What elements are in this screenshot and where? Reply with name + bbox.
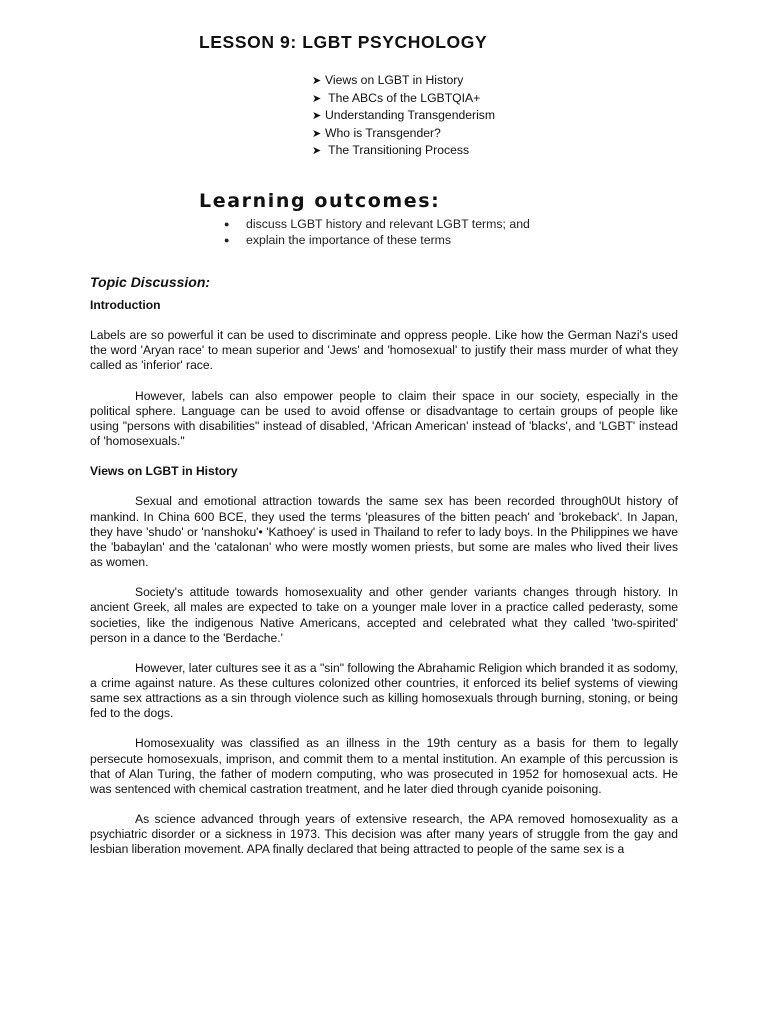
topic-item: ➤ The Transitioning Process [312,142,495,160]
document-body [90,298,678,873]
paragraph: Sexual and emotional attraction towards the same sex has been recorded through0Ut history of mankind. In China 600 BCE, they used the terms 'pleasures of the bitten peach' and 'brokeback'. In Japan, they have 'shudo' or 'nanshoku'• 'Kathoey' is used in Thailand to refer to lady boys. In the Philippines we have the 'babaylan' and the 'catalonan' who were mostly women priests, but some are males who lived their lives as women. [90,494,678,570]
paragraph: However, labels can also empower people to claim their space in our society, especially in the political sphere. Language can be used to avoid offense or disadvantage to certain groups of people like using "persons with disabilities" instead of disabled, 'African American' instead of 'blacks', and 'LGBT' instead of 'homosexuals." [90,388,678,449]
bullet-icon: ● [224,219,230,229]
paragraph: Labels are so powerful it can be used to discriminate and oppress people. Like how the German Nazi's used the word 'Aryan race' to mean superior and 'Jews' and 'homosexual' to justify their mass murder of what they called as 'inferior' race. [90,328,678,373]
paragraph: Homosexuality was classified as an illness in the 19th century as a basis for them to legally persecute homosexuals, imprison, and commit them to a mental institution. An example of this percussion is that of Alan Turing, the father of modern computing, who was prosecuted in 1952 for homosexual acts. He was sentenced with chemical castration treatment, and he later died through cyanide poisoning. [90,736,678,796]
arrow-bullet-icon: ➤ [312,110,322,122]
section-heading: Views on LGBT in History [90,464,238,479]
topic-item: ➤ The ABCs of the LGBTQIA+ [312,90,495,108]
outcome-item: ● discuss LGBT history and relevant LGBT terms; and [224,217,530,231]
topic-item: ➤ Who is Transgender? [312,125,495,143]
arrow-bullet-icon: ➤ [312,92,322,105]
topic-discussion-title: Topic Discussion: [90,274,211,290]
paragraph: As science advanced through years of extensive research, the APA removed homosexuality as a psychiatric disorder or a sickness in 1973. This decision was after many years of struggle from the gay and lesbian liberation movement. APA finally declared that being attracted to people of the same sex is a [90,812,678,857]
topic-item: ➤ Views on LGBT in History [312,72,495,90]
section-heading: Introduction [90,298,161,312]
arrow-bullet-icon: ➤ [312,75,322,87]
bullet-icon: ● [224,234,230,245]
learning-outcomes-list [224,217,530,248]
learning-outcomes-title: Learning outcomes: [199,190,441,212]
topic-list [312,72,495,160]
topic-item: ➤ Understanding Transgenderism [312,107,495,125]
arrow-bullet-icon: ➤ [312,127,322,140]
arrow-bullet-icon: ➤ [312,145,322,157]
paragraph: However, later cultures see it as a "sin" following the Abrahamic Religion which branded it as sodomy, a crime against nature. As these cultures colonized other countries, it enforced its belief systems of viewing same sex attractions as a sin through violence such as killing homosexuals through burning, stoning, or being fed to the dogs. [90,660,678,721]
lesson-title: LESSON 9: LGBT PSYCHOLOGY [199,32,488,52]
outcome-item: ● explain the importance of these terms [224,232,452,247]
paragraph: Society's attitude towards homosexuality and other gender variants changes through history. In ancient Greek, all males are expected to take on a younger male lover in a practice called pederasty, some societies, like the indigenous Native Americans, accepted and celebrated what they called 'two-spirited' person in a dance to the 'Berdache.' [90,585,678,645]
